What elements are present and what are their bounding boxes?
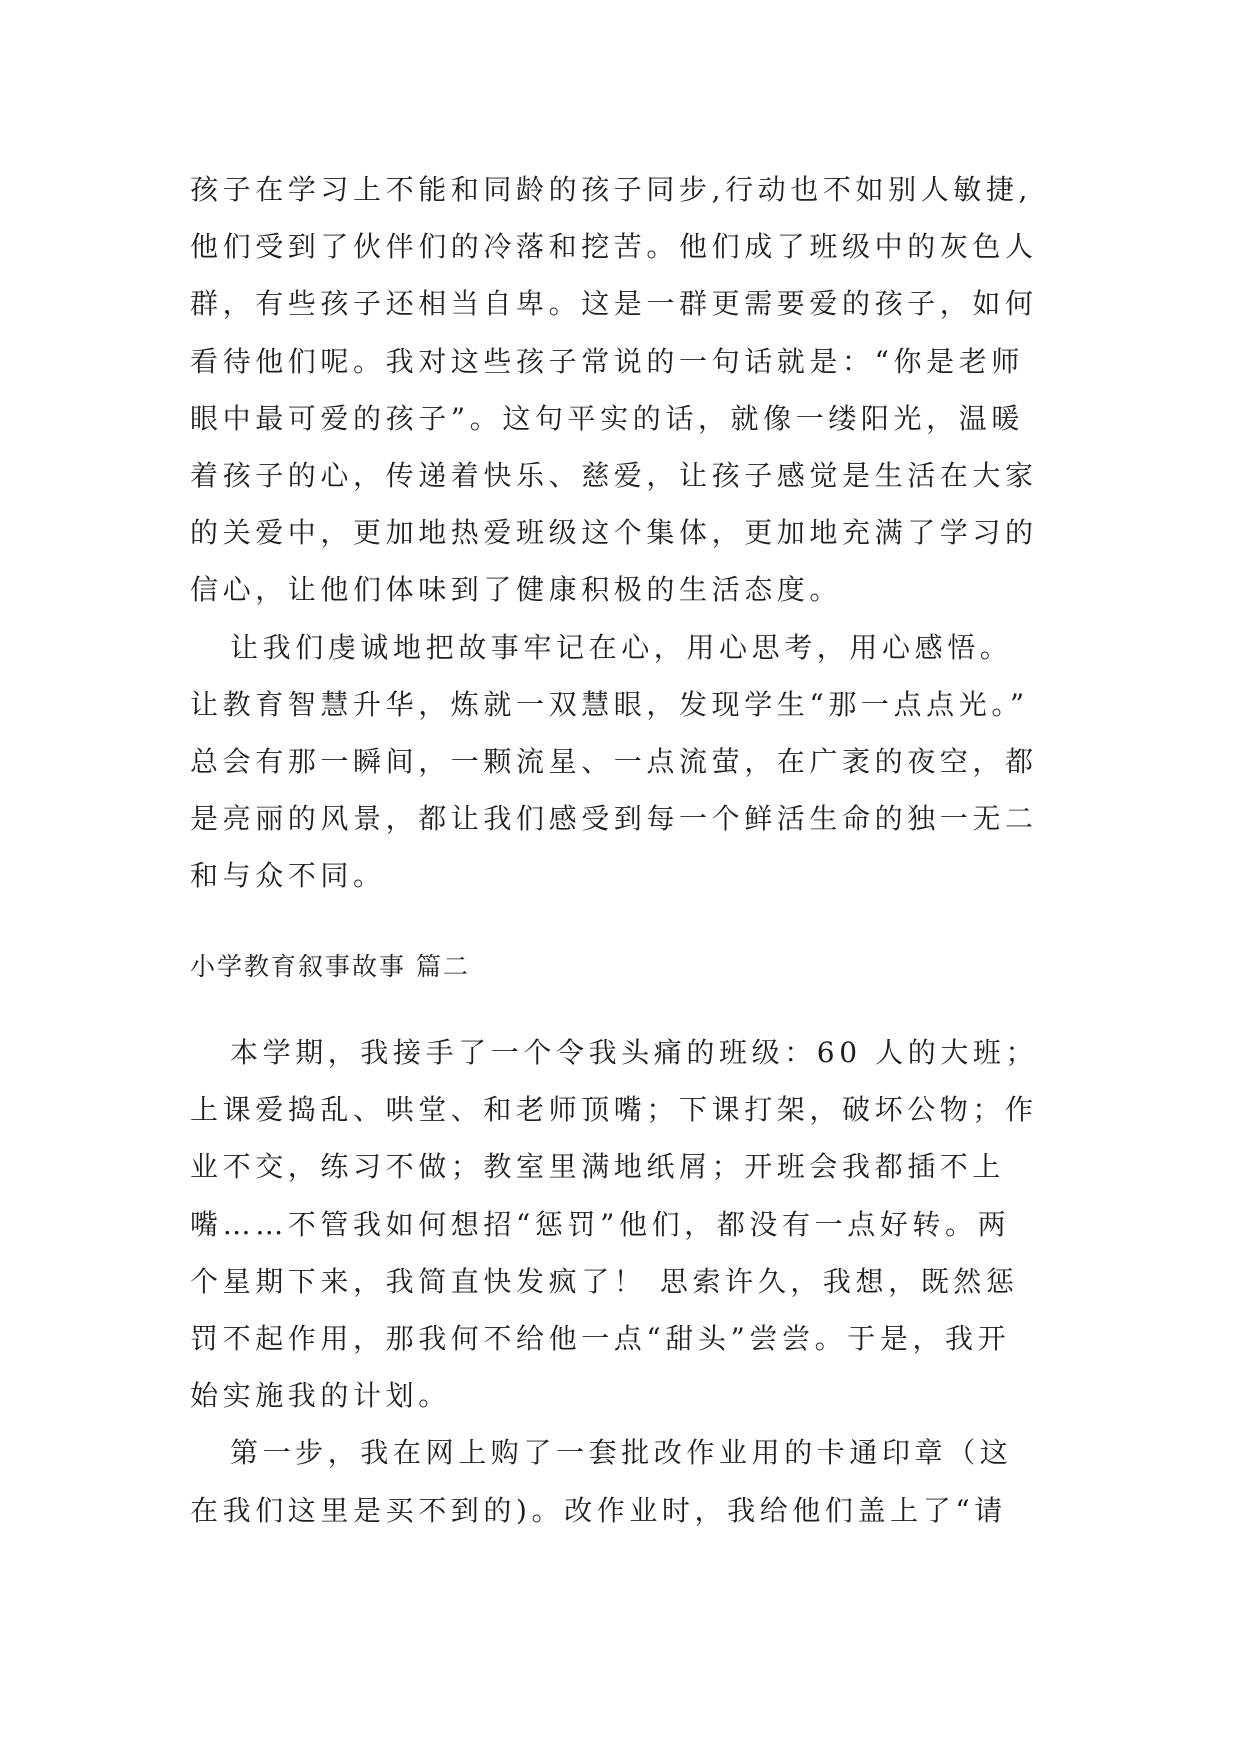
text-line: 让我们虔诚地把故事牢记在心，用心思考，用心感悟。 [230, 630, 1013, 664]
text-line: 他们受到了伙伴们的冷落和挖苦。他们成了班级中的灰色人 [190, 230, 1038, 264]
story-two-text [190, 1024, 1090, 1539]
text-line: 罚不起作用，那我何不给他一点“甜头”尝尝。于是，我开 [190, 1321, 1011, 1355]
text-line: 看待他们呢。我对这些孩子常说的一句话就是：“你是老师 [190, 344, 1024, 378]
text-line: 群，有些孩子还相当自卑。这是一群更需要爱的孩子，如何 [190, 287, 1038, 321]
text-line: 上课爱捣乱、哄堂、和老师顶嘴；下课打架，破坏公物；作 [190, 1093, 1038, 1127]
paragraph [190, 619, 1090, 905]
text-line: 业不交，练习不做；教室里满地纸屑；开班会我都插不上 [190, 1150, 1006, 1184]
text-line: 的关爱中，更加地热爱班级这个集体，更加地充满了学习的 [190, 516, 1038, 550]
text-line: 是亮丽的风景，都让我们感受到每一个鲜活生命的独一无二 [190, 802, 1038, 836]
paragraph [190, 1424, 1090, 1538]
text-line: 个星期下来，我简直快发疯了！ 思索许久，我想，既然惩 [190, 1264, 1019, 1298]
text-line: 第一步，我在网上购了一套批改作业用的卡通印章（这 [230, 1436, 1013, 1470]
text-line: 孩子在学习上不能和同龄的孩子同步,行动也不如别人敏捷, [190, 173, 1033, 206]
section-heading: 小学教育叙事故事 篇二 [190, 952, 470, 981]
text-line: 总会有那一瞬间，一颗流星、一点流萤，在广袤的夜空，都 [190, 744, 1038, 778]
text-line: 让教育智慧升华，炼就一双慧眼，发现学生“那一点点光。” [190, 687, 1029, 721]
text-line: 信心，让他们体味到了健康积极的生活态度。 [190, 573, 843, 607]
text-line: 本学期，我接手了一个令我头痛的班级：60 人的大班； [230, 1036, 1039, 1069]
text-line: 着孩子的心，传递着快乐、慈爱，让孩子感觉是生活在大家 [190, 458, 1038, 492]
story-one-text [190, 161, 1090, 904]
text-line: 始实施我的计划。 [190, 1379, 451, 1413]
text-line: 和与众不同。 [190, 859, 386, 893]
paragraph [190, 161, 1090, 619]
text-line: 在我们这里是买不到的)。改作业时，我给他们盖上了“请 [190, 1493, 1007, 1527]
paragraph [190, 1024, 1090, 1424]
text-line: 嘴……不管我如何想招“惩罚”他们，都没有一点好转。两 [190, 1207, 1011, 1241]
text-line: 眼中最可爱的孩子”。这句平实的话，就像一缕阳光，温暖 [190, 401, 1024, 435]
